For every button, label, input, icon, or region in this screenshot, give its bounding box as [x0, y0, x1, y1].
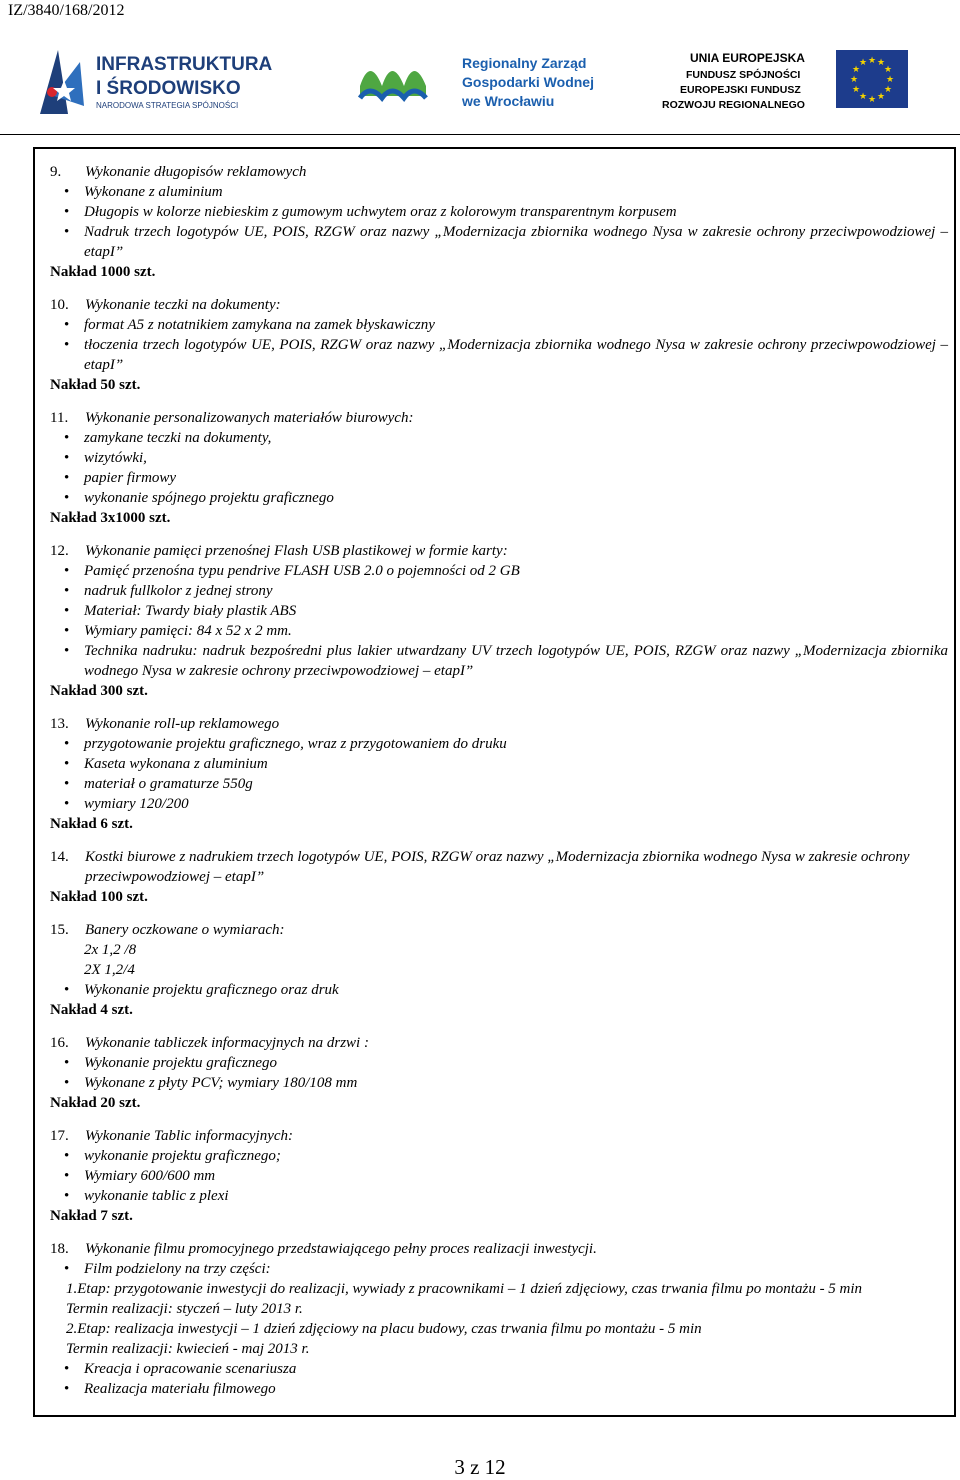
section-title: Wykonanie tabliczek informacyjnych na drzwi :	[85, 1035, 369, 1051]
quantity-line: Nakład 300 szt.	[50, 683, 148, 699]
bullet-item: • Wykonane z płyty PCV; wymiary 180/108 mm	[50, 1073, 948, 1093]
quantity-line: Nakład 4 szt.	[50, 1002, 133, 1018]
svg-text:★: ★	[867, 56, 877, 66]
section-16	[50, 1033, 948, 1113]
ue-line-4: ROZWOJU REGIONALNEGO	[662, 99, 805, 111]
svg-text:★: ★	[885, 75, 895, 85]
bullet-item: • Wykonanie projektu graficznego	[50, 1053, 948, 1073]
section-18	[50, 1239, 948, 1399]
section-15	[50, 920, 948, 1020]
section-heading	[50, 1033, 948, 1053]
bullet-item: • Film podzielony na trzy części:	[50, 1259, 948, 1279]
section-number: 10.	[50, 297, 69, 313]
section-number: 16.	[50, 1035, 69, 1051]
bullet-item: • Wykonane z aluminium	[50, 182, 948, 202]
section-heading	[50, 162, 948, 182]
quantity-line: Nakład 3x1000 szt.	[50, 510, 171, 526]
section-number: 14.	[50, 849, 69, 865]
bullet-item: • Materiał: Twardy biały plastik ABS	[50, 601, 948, 621]
section-spacer	[50, 701, 948, 714]
bullet-item: • Wymiary 600/600 mm	[50, 1166, 948, 1186]
dimension-line: 2x 1,2 /8	[84, 942, 137, 958]
section-heading	[50, 920, 948, 940]
section-heading	[50, 541, 948, 561]
bullet-item: • wykonanie projektu graficznego;	[50, 1146, 948, 1166]
section-title: Wykonanie roll-up reklamowego	[85, 716, 280, 732]
ue-line-3: EUROPEJSKI FUNDUSZ	[680, 84, 801, 96]
bullet-item: • Kaseta wykonana z aluminium	[50, 754, 948, 774]
section-spacer	[50, 395, 948, 408]
bullet-item: • Kreacja i opracowanie scenariusza	[50, 1359, 948, 1379]
bullet-item: • wykonanie spójnego projektu graficznego	[50, 488, 948, 508]
svg-text:★: ★	[883, 65, 893, 75]
infra-title-2: I ŚRODOWISKO	[96, 78, 241, 99]
page-number: 3 z 12	[454, 1455, 506, 1479]
section-11	[50, 408, 948, 528]
ue-line-1: UNIA EUROPEJSKA	[690, 51, 805, 65]
section-heading	[50, 847, 948, 887]
bullet-item: • Wymiary pamięci: 84 x 52 x 2 mm.	[50, 621, 948, 641]
bullet-item: • Realizacja materiału filmowego	[50, 1379, 948, 1399]
svg-text:★: ★	[858, 58, 868, 68]
section-heading	[50, 714, 948, 734]
bullet-item: • wymiary 120/200	[50, 794, 948, 814]
section-title: Wykonanie długopisów reklamowych	[85, 164, 307, 180]
svg-text:★: ★	[858, 92, 868, 102]
section-title: Kostki biurowe z nadrukiem trzech logotypów UE, POIS, RZGW oraz nazwy „Modernizacja zbiornika wodnego Nysa w zakresie ochrony przeciwpowodziowej – etapI”	[85, 849, 910, 885]
section-number: 13.	[50, 716, 69, 732]
section-10	[50, 295, 948, 395]
section-title: Banery oczkowane o wymiarach:	[85, 922, 285, 938]
document-reference: IZ/3840/168/2012	[8, 2, 125, 19]
film-stage-line: 2.Etap: realizacja inwestycji – 1 dzień zdjęciowy na placu budowy, czas trwania filmu po montażu - 5 min	[66, 1321, 702, 1337]
section-spacer	[50, 1113, 948, 1126]
section-13	[50, 714, 948, 834]
bullet-item: • Wykonanie projektu graficznego oraz druk	[50, 980, 948, 1000]
dimension-line: 2X 1,2/4	[84, 962, 135, 978]
bullet-item: • zamykane teczki na dokumenty,	[50, 428, 948, 448]
svg-text:★: ★	[867, 95, 877, 105]
bullet-item: • wizytówki,	[50, 448, 948, 468]
section-title: Wykonanie teczki na dokumenty:	[85, 297, 281, 313]
section-spacer	[50, 282, 948, 295]
quantity-line: Nakład 7 szt.	[50, 1208, 133, 1224]
svg-text:★: ★	[876, 58, 886, 68]
quantity-line: Nakład 20 szt.	[50, 1095, 141, 1111]
bullet-item: • Nadruk trzech logotypów UE, POIS, RZGW oraz nazwy „Modernizacja zbiornika wodnego Nysa w zakresie ochrony przeciwpowodziowej – etapI”	[50, 222, 948, 262]
section-12	[50, 541, 948, 701]
header-rule	[0, 134, 960, 135]
bullet-item: • Technika nadruku: nadruk bezpośredni plus lakier utwardzany UV trzech logotypów UE, POIS, RZGW oraz nazwy „Modernizacja zbiornika wodnego Nysa w zakresie ochrony przeciwpowodziowej – etapI”	[50, 641, 948, 681]
bullet-item: • papier firmowy	[50, 468, 948, 488]
bullet-item: • przygotowanie projektu graficznego, wraz z przygotowaniem do druku	[50, 734, 948, 754]
header-logos	[0, 28, 960, 128]
bullet-item: • materiał o gramaturze 550g	[50, 774, 948, 794]
section-spacer	[50, 1226, 948, 1239]
section-number: 15.	[50, 922, 69, 938]
document-body	[50, 162, 948, 1399]
section-spacer	[50, 834, 948, 847]
ue-line-2: FUNDUSZ SPÓJNOŚCI	[686, 69, 801, 81]
rzgw-line-3: we Wrocławiu	[462, 93, 555, 109]
rzgw-logo	[358, 46, 598, 116]
svg-text:★: ★	[851, 85, 861, 95]
section-17	[50, 1126, 948, 1226]
bullet-item: • tłoczenia trzech logotypów UE, POIS, RZGW oraz nazwy „Modernizacja zbiornika wodnego Nysa w zakresie ochrony przeciwpowodziowej – etapI”	[50, 335, 948, 375]
section-spacer	[50, 1020, 948, 1033]
section-number: 18.	[50, 1241, 69, 1257]
section-spacer	[50, 907, 948, 920]
section-number: 17.	[50, 1128, 69, 1144]
bullet-item: • nadruk fullkolor z jednej strony	[50, 581, 948, 601]
infra-title-1: INFRASTRUKTURA	[96, 54, 273, 75]
svg-text:★: ★	[883, 85, 893, 95]
quantity-line: Nakład 6 szt.	[50, 816, 133, 832]
bullet-item: • format A5 z notatnikiem zamykana na zamek błyskawiczny	[50, 315, 948, 335]
section-number: 9.	[50, 164, 62, 180]
section-heading	[50, 408, 948, 428]
section-14	[50, 847, 948, 907]
section-title: Wykonanie filmu promocyjnego przedstawiającego pełny proces realizacji inwestycji.	[85, 1241, 597, 1257]
section-heading	[50, 295, 948, 315]
bullet-item: • wykonanie tablic z plexi	[50, 1186, 948, 1206]
film-stage-line: Termin realizacji: kwiecień - maj 2013 r.	[66, 1341, 310, 1357]
rzgw-line-2: Gospodarki Wodnej	[462, 74, 594, 90]
svg-text:★: ★	[876, 92, 886, 102]
svg-text:★: ★	[851, 65, 861, 75]
film-stage-line: 1.Etap: przygotowanie inwestycji do realizacji, wywiady z pracownikami – 1 dzień zdjęciowy, czas trwania filmu po montażu - 5 min	[66, 1281, 863, 1297]
bullet-item: • Pamięć przenośna typu pendrive FLASH USB 2.0 o pojemności od 2 GB	[50, 561, 948, 581]
section-spacer	[50, 528, 948, 541]
infra-subtitle: NARODOWA STRATEGIA SPÓJNOŚCI	[96, 101, 239, 110]
eu-logo	[656, 46, 926, 116]
quantity-line: Nakład 50 szt.	[50, 377, 141, 393]
section-title: Wykonanie personalizowanych materiałów biurowych:	[85, 410, 414, 426]
bullet-item: • Długopis w kolorze niebieskim z gumowym uchwytem oraz z kolorowym transparentnym korpusem	[50, 202, 948, 222]
section-title: Wykonanie Tablic informacyjnych:	[85, 1128, 294, 1144]
section-title: Wykonanie pamięci przenośnej Flash USB plastikowej w formie karty:	[85, 543, 508, 559]
section-number: 11.	[50, 410, 69, 426]
section-9	[50, 162, 948, 282]
section-heading	[50, 1126, 948, 1146]
svg-text:★: ★	[849, 75, 859, 85]
quantity-line: Nakład 1000 szt.	[50, 264, 156, 280]
quantity-line: Nakład 100 szt.	[50, 889, 148, 905]
section-heading	[50, 1239, 948, 1259]
film-stage-line: Termin realizacji: styczeń – luty 2013 r.	[66, 1301, 303, 1317]
rzgw-line-1: Regionalny Zarząd	[462, 55, 587, 71]
infrastruktura-logo	[34, 40, 284, 120]
section-number: 12.	[50, 543, 69, 559]
